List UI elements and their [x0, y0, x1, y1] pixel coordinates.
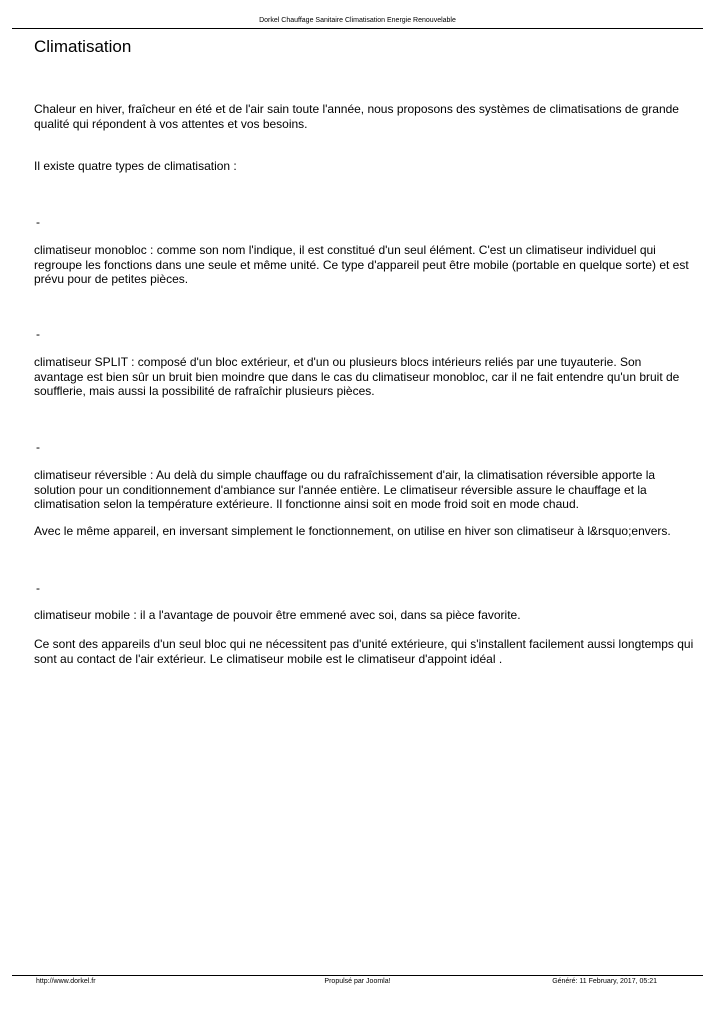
types-intro-paragraph: Il existe quatre types de climatisation :	[34, 159, 237, 173]
item-reversible-paragraph-2: Avec le même appareil, en inversant simplement le fonctionnement, on utilise en hiver son climatiseur à l&rsquo;envers.	[34, 524, 671, 538]
item-monobloc-paragraph: climatiseur monobloc : comme son nom l'indique, il est constitué d'un seul élément. C'est un climatiseur individuel qui regroupe les fonctions dans une seule et même unité. Ce type d'appareil peut être mobile (portable en quelque sorte) et est prévu pour de petites pièces.	[34, 243, 689, 286]
page-header	[12, 14, 703, 29]
site-title: Dorkel Chauffage Sanitaire Climatisation Energie Renouvelable	[259, 17, 456, 24]
intro-paragraph: Chaleur en hiver, fraîcheur en été et de l'air sain toute l'année, nous proposons des systèmes de climatisations de grande qualité qui répondent à vos attentes et vos besoins.	[34, 102, 679, 131]
footer-url: http://www.dorkel.fr	[36, 978, 96, 985]
item-mobile-paragraph: climatiseur mobile : il a l'avantage de pouvoir être emmené avec soi, dans sa pièce favorite.	[34, 608, 521, 622]
item-mobile-paragraph-2: Ce sont des appareils d'un seul bloc qui ne nécessitent pas d'unité extérieure, qui s'installent facilement aussi longtemps qui sont au contact de l'air extérieur. Le climatiseur mobile est le climatiseur d'appoint idéal .	[34, 637, 694, 666]
list-item-bullet: -	[36, 440, 40, 454]
page-footer	[12, 975, 703, 988]
item-split-paragraph: climatiseur SPLIT : composé d'un bloc extérieur, et d'un ou plusieurs blocs intérieurs reliés par une tuyauterie. Son avantage est bien sûr un bruit bien moindre que dans le cas du climatiseur monobloc, car il ne fait entendre qu'un bruit de soufflerie, mais aussi la possibilité de rafraîchir plusieurs pièces.	[34, 355, 680, 398]
footer-powered-by: Propulsé par Joomla!	[324, 978, 391, 985]
page-title: Climatisation	[34, 37, 132, 56]
footer-generated-date: Généré: 11 February, 2017, 05:21	[552, 978, 657, 985]
list-item-bullet: -	[36, 215, 40, 229]
list-item-bullet: -	[36, 581, 40, 595]
item-reversible-paragraph: climatiseur réversible : Au delà du simple chauffage ou du rafraîchissement d'air, la climatisation réversible apporte la solution pour un conditionnement d'ambiance sur l'année entière. Le climatiseur réversible assure le chauffage et la climatisation selon la température extérieure. Il fonctionne ainsi soit en mode froid soit en mode chaud.	[34, 468, 656, 511]
list-item-bullet: -	[36, 327, 40, 341]
